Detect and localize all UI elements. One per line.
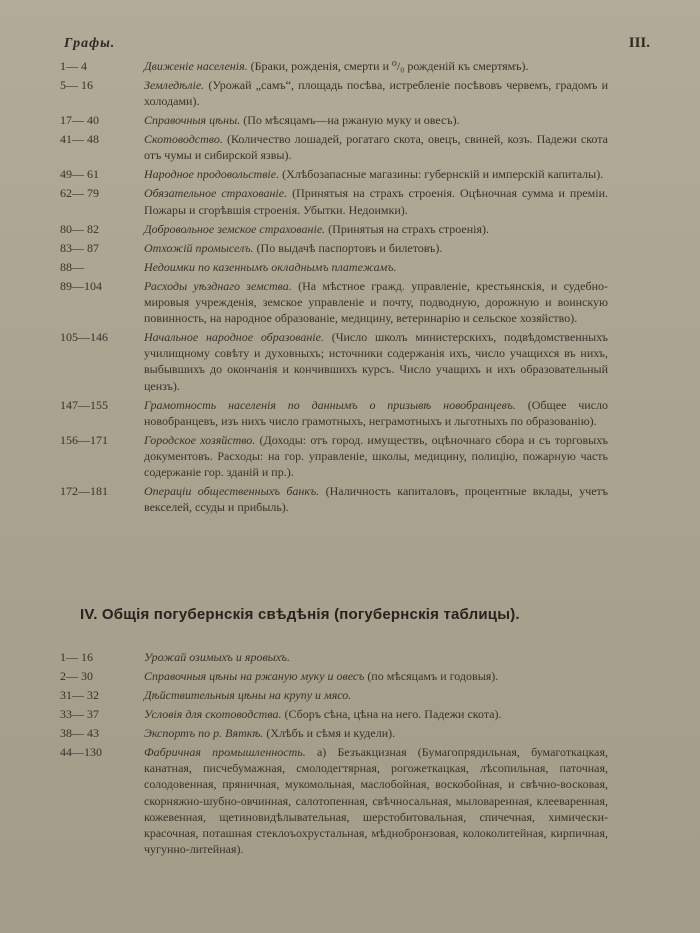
entry-list xyxy=(60,58,608,518)
entry-title: Справочныя цѣны на ржаную муку и овесъ xyxy=(144,669,365,683)
entry-description: (Хлѣбозапасные магазины: губернскiй и имперскiй капиталы). xyxy=(279,167,604,182)
entry-text xyxy=(144,166,608,182)
entry-title: Народное продовольствiе. xyxy=(144,167,280,182)
entry-range: 147—155 xyxy=(60,397,108,412)
entry-text xyxy=(144,744,608,857)
entry-range: 83— 87 xyxy=(60,240,99,255)
entry-title: Земледѣлiе. xyxy=(144,78,205,92)
entry-range: 105—146 xyxy=(60,330,108,345)
entry-description: (Принятыя на страхъ строенiя. Оцѣночная сумма и премiи. Пожары и сгорѣвшiя строенiя. Убытки. Недоимки). xyxy=(144,186,608,217)
entry-description: (Количество лошадей, рогатаго скота, овецъ, свиней, козъ. Падежи скота отъ чумы и сибирской язвы). xyxy=(144,132,608,163)
entry-description: (Общее число новобранцевъ, изъ нихъ число грамотныхъ, неграмотныхъ и льготныхъ по образованiю). xyxy=(144,397,609,428)
entry-range: 172—181 xyxy=(60,484,108,499)
entry-text xyxy=(144,278,608,327)
entry-row xyxy=(60,259,608,275)
entry-title: Урожай озимыхъ и яровыхъ. xyxy=(144,650,291,664)
entry-range: 49— 61 xyxy=(60,167,99,182)
page-number: III. xyxy=(628,35,650,51)
entry-row xyxy=(60,483,608,515)
entry-text xyxy=(144,432,608,481)
entry-row xyxy=(60,185,608,217)
entry-text xyxy=(144,131,608,163)
entry-row xyxy=(60,166,608,182)
entry-description: a) Безъакцизная (Бумагопрядильная, бумаготкацкая, канатная, писчебумажная, смолодегтярная, рогожеткацкая, лѣсопильная, паточная, солодовенная, пряничная, мукомольная, маслобойная, воскобойная, и свѣчно-восковая, скорняжно-шубно-овчинная, салотопенная, свѣчносальная, мыловаренная, клееваренная, кожевенная, щетиновидѣлывательная, шерстобитовальная, спичечная, химически-красочная, поташная стеклоъохрустальная, мѣднобронзовая, колоколитейная, кирпичная, чугунно-литейная). xyxy=(144,745,608,857)
entry-range: 80— 82 xyxy=(60,221,99,236)
entry-row xyxy=(60,112,608,128)
entry-text xyxy=(144,112,608,128)
entry-row xyxy=(60,397,608,429)
entry-title: Городское хозяйство. xyxy=(144,432,256,447)
entry-range: 62— 79 xyxy=(60,186,99,201)
entry-description: (Хлѣбъ и сѣмя и кудели). xyxy=(263,726,396,740)
entry-text xyxy=(144,58,608,74)
entry-range: 156—171 xyxy=(60,432,108,447)
entry-text xyxy=(144,240,608,256)
entry-title: Грамотность населенiя по даннымъ о призывѣ новобранцевъ. xyxy=(144,397,516,412)
entry-row xyxy=(60,240,608,256)
entry-text xyxy=(144,725,608,741)
entry-text xyxy=(144,397,608,429)
entry-row xyxy=(60,432,608,481)
entry-description: (Доходы: отъ город. имуществъ, оцѣночнаго сбора и съ торговыхъ документовъ. Расходы: на гор. управленiе, школы, медицину, полицiю, пожарную часть содержанiе гор. зданiй и пр.). xyxy=(144,432,608,480)
entry-row xyxy=(60,687,608,703)
entry-description: (по мѣсяцамъ и годовыя). xyxy=(364,669,499,683)
entry-text xyxy=(144,259,608,275)
entry-description: (Урожай „самъ“, площадь посѣва, истребленiе посѣвовъ червемъ, градомъ и холодами). xyxy=(144,78,608,109)
entry-title: Экспортъ по р. Вяткѣ. xyxy=(144,726,264,740)
entry-title: Добровольное земское страхованiе. xyxy=(144,221,326,236)
entry-range: 31— 32 xyxy=(60,688,99,702)
entry-row xyxy=(60,77,608,109)
entry-text xyxy=(144,706,608,722)
section-heading: IV. Общiя погубернскiя свѣдѣнiя (погубернскiя таблицы). xyxy=(80,606,520,623)
entry-row xyxy=(60,744,608,857)
entry-row xyxy=(60,725,608,741)
entry-title: Отхожiй промыселъ. xyxy=(144,240,254,255)
entry-title: Движенiе населенiя. xyxy=(144,59,248,73)
entry-range: 89—104 xyxy=(60,278,102,293)
entry-title: Недоимки по казеннымъ окладнымъ платежамъ. xyxy=(144,259,397,274)
entry-text xyxy=(144,77,608,109)
entry-range: 88— xyxy=(60,259,84,274)
entry-range: 38— 43 xyxy=(60,726,99,740)
entry-range: 5— 16 xyxy=(60,78,93,92)
entry-row xyxy=(60,221,608,237)
entry-description: (По мѣсяцамъ—на ржаную муку и овесъ). xyxy=(240,113,460,128)
entry-range: 17— 40 xyxy=(60,113,99,128)
entry-description: (Наличность капиталовъ, процентные вклады, учетъ векселей, ссуды и прибыль). xyxy=(144,484,608,515)
entry-text xyxy=(144,649,608,665)
entry-title: Условiя для скотоводства. xyxy=(144,707,282,721)
entry-description: (По выдачѣ паспортовъ и билетовъ). xyxy=(253,240,443,255)
entry-range: 33— 37 xyxy=(60,707,99,721)
entry-description: (Браки, рожденiя, смерти и ⁰/₀ рожденiй къ смертямъ). xyxy=(247,59,529,73)
entry-title: Операцiи общественныхъ банкъ. xyxy=(144,484,320,499)
page-header xyxy=(64,28,650,52)
entry-row xyxy=(60,329,608,394)
entry-title: Обязательное страхованiе. xyxy=(144,186,288,201)
entry-range: 44—130 xyxy=(60,745,102,759)
entry-range: 41— 48 xyxy=(60,132,99,147)
column-heading: Графы. xyxy=(64,36,116,51)
entry-title: Справочныя цѣны. xyxy=(144,113,241,128)
entry-text xyxy=(144,329,608,394)
entry-row xyxy=(60,668,608,684)
entry-text xyxy=(144,185,608,217)
entry-title: Расходы уѣзднаго земства. xyxy=(144,278,292,293)
entry-description: (На мѣстное гражд. управленiе, крестьянскiя, и судебно-мировыя учрежденiя, земское управленiе и почту, подводную, дорожную и воинскую повинность, на народное образованiе, медицину, ветеринарiю и сельское хозяйство). xyxy=(144,278,608,326)
entry-title: Фабричная промышленность. xyxy=(144,745,306,759)
entry-row xyxy=(60,649,608,665)
entry-description: (Принятыя на страхъ строенiя). xyxy=(325,221,490,236)
entry-range: 1— 4 xyxy=(60,59,87,73)
entry-title: Начальное народное образованiе. xyxy=(144,330,324,345)
entry-list-2 xyxy=(60,649,608,860)
entry-row xyxy=(60,278,608,327)
entry-range: 2— 30 xyxy=(60,669,93,683)
entry-row xyxy=(60,131,608,163)
entry-text xyxy=(144,483,608,515)
entry-description: (Сборъ сѣна, цѣна на него. Падежи скота). xyxy=(281,707,502,721)
entry-text xyxy=(144,687,608,703)
entry-text xyxy=(144,221,608,237)
entry-row xyxy=(60,58,608,74)
entry-description: (Число школъ министерскихъ, подвѣдомственныхъ училищному совѣту и духовныхъ; источники содержанiя ихъ, число учащихся въ нихъ, выбывшихъ до окончанiя и кончившихъ курсъ. Число учащихъ и ихъ образовательный цензъ). xyxy=(144,330,608,393)
entry-row xyxy=(60,706,608,722)
entry-title: Скотоводство. xyxy=(144,132,223,147)
entry-title: Дѣйствительныя цѣны на крупу и мясо. xyxy=(144,688,352,702)
entry-range: 1— 16 xyxy=(60,650,93,664)
entry-text xyxy=(144,668,608,684)
